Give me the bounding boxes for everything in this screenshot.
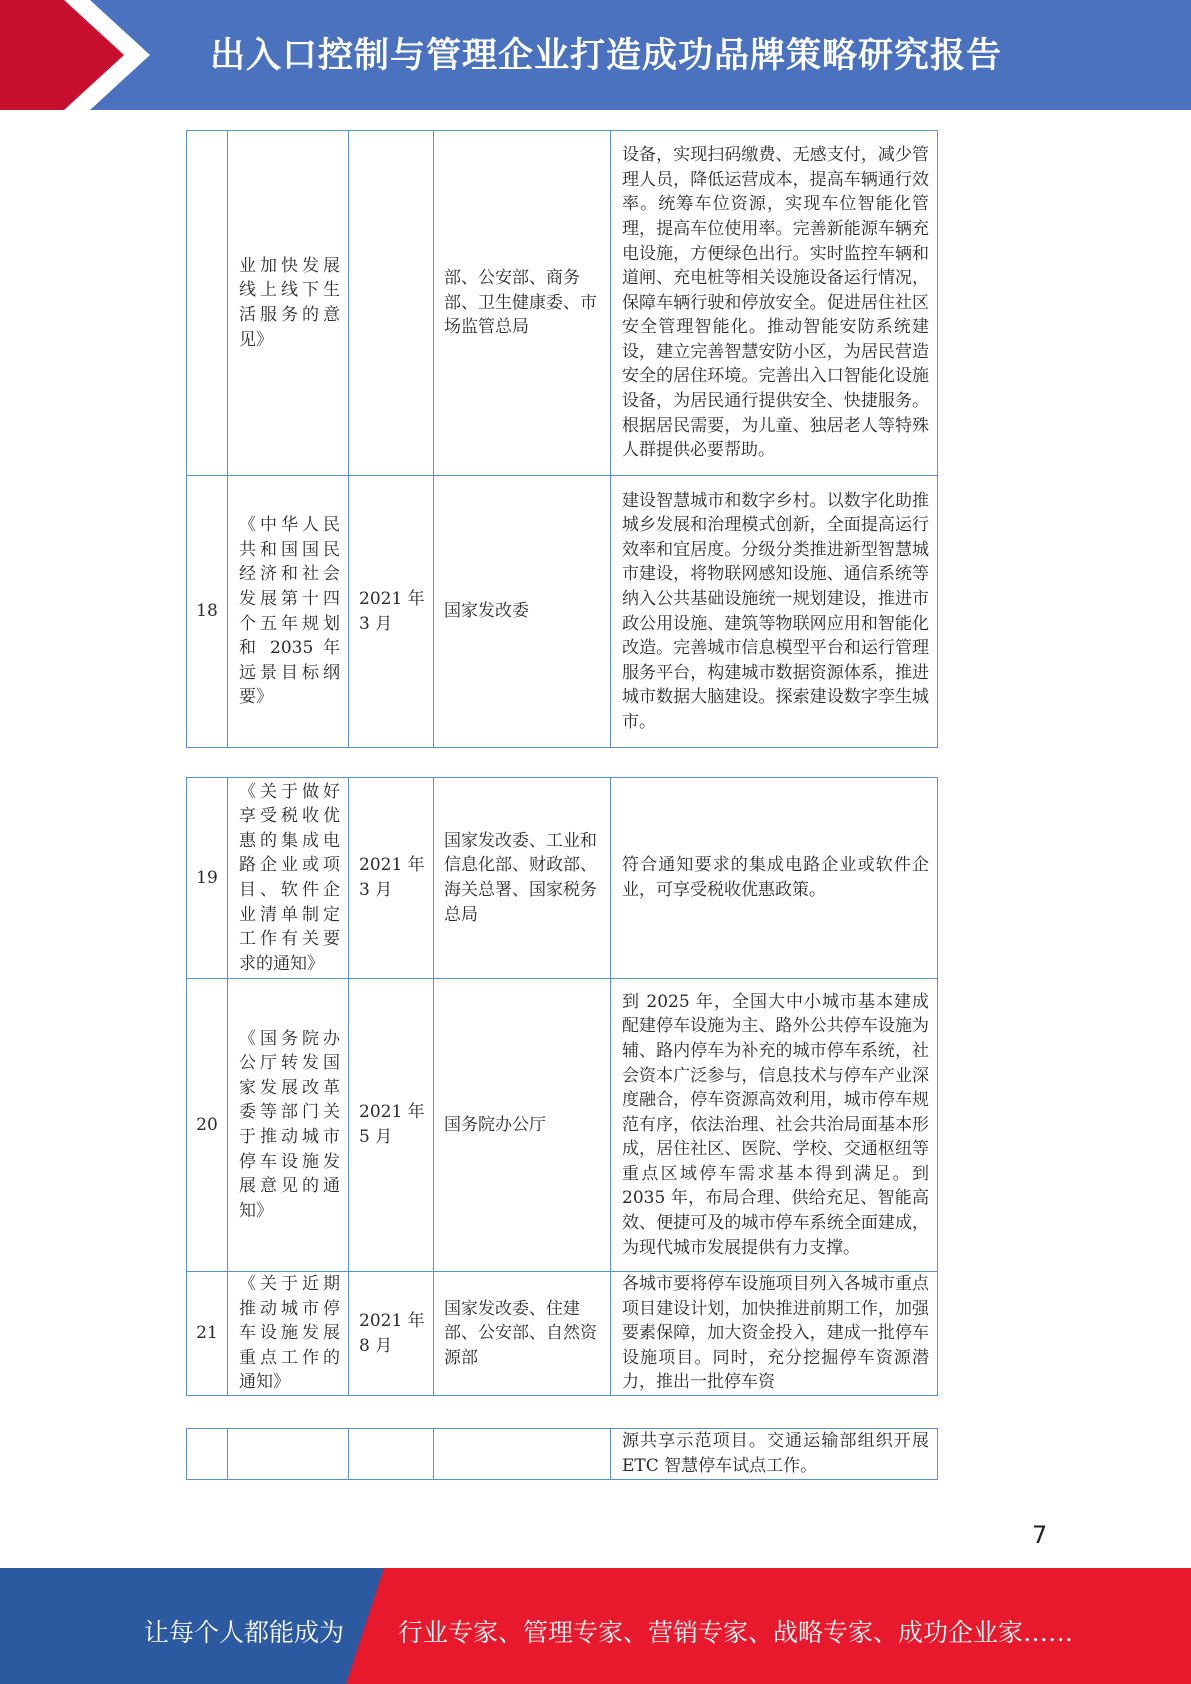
policy-department: 国家发改委、工业和信息化部、财政部、海关总署、国家税务总局 (444, 830, 597, 925)
table-row (187, 1429, 938, 1480)
table-row (187, 131, 938, 476)
row-number-cell: 21 (187, 1272, 228, 1396)
content-cell (611, 778, 938, 979)
page-footer (0, 1568, 1191, 1684)
footer-slogan-right: 行业专家、管理专家、营销专家、战略专家、成功企业家…… (398, 1618, 1074, 1647)
footer-slogan-left: 让每个人都能成为 (144, 1618, 345, 1647)
policy-department: 国务院办公厅 (444, 1114, 546, 1135)
policy-department: 国家发改委 (444, 601, 529, 622)
department-cell (434, 1429, 611, 1480)
policy-name-cell (228, 979, 349, 1272)
content-cell (611, 131, 938, 476)
date-cell (349, 476, 434, 748)
page-header (0, 0, 1191, 110)
policy-table-part-3 (186, 1428, 938, 1480)
policy-name: 业加快发展线上线下生活服务的意见》 (239, 255, 340, 350)
policy-name-cell (228, 1272, 349, 1396)
policy-table-part-1 (186, 130, 938, 748)
table-row (187, 476, 938, 748)
department-cell (434, 131, 611, 476)
policy-name: 《国务院办公厅转发国家发展改革委等部门关于推动城市停车设施发展意见的通知》 (239, 1028, 340, 1221)
policy-content: 符合通知要求的集成电路企业或软件企业，可享受税收优惠政策。 (622, 855, 929, 900)
policy-name-cell (228, 778, 349, 979)
policy-content: 源共享示范项目。交通运输部组织开展 ETC 智慧停车试点工作。 (622, 1431, 929, 1476)
table-row (187, 778, 938, 979)
policy-name-cell (228, 131, 349, 476)
row-number-cell: 18 (187, 476, 228, 748)
department-cell (434, 979, 611, 1272)
policy-name-cell (228, 476, 349, 748)
date-cell (349, 131, 434, 476)
date-cell (349, 778, 434, 979)
department-cell (434, 476, 611, 748)
content-cell (611, 979, 938, 1272)
policy-content: 建设智慧城市和数字乡村。以数字化助推城乡发展和治理模式创新，全面提高运行效率和宜居度。分级分类推进新型智慧城市建设，将物联网感知设施、通信系统等纳入公共基础设施统一规划建设，推进市政公用设施、建筑等物联网应用和智能化改造。完善城市信息模型平台和运行管理服务平台，构建城市数据资源体系，推进城市数据大脑建设。探索建设数字孪生城市。 (622, 490, 929, 732)
row-number-cell: 19 (187, 778, 228, 979)
content-cell (611, 476, 938, 748)
row-number-cell (187, 131, 228, 476)
page-number: 7 (1032, 1521, 1048, 1549)
policy-date: 2021 年 3 月 (359, 588, 425, 634)
content-cell (611, 1429, 938, 1480)
department-cell (434, 1272, 611, 1396)
policy-table-part-2 (186, 777, 938, 1396)
table-row (187, 1272, 938, 1396)
report-title: 出入口控制与管理企业打造成功品牌策略研究报告 (210, 36, 1003, 76)
table-row (187, 979, 938, 1272)
policy-content: 各城市要将停车设施项目列入各城市重点项目建设计划，加快推进前期工作，加强要素保障，加大资金投入，建成一批停车设施项目。同时，充分挖掘停车资源潜力，推出一批停车资 (622, 1274, 929, 1393)
row-number-cell (187, 1429, 228, 1480)
policy-name: 《关于近期推动城市停车设施发展重点工作的通知》 (239, 1274, 340, 1393)
policy-department: 国家发改委、住建部、公安部、自然资源部 (444, 1298, 597, 1368)
content-cell (611, 1272, 938, 1396)
policy-date: 2021 年 8 月 (359, 1310, 425, 1356)
policy-name-cell (228, 1429, 349, 1480)
policy-name: 《关于做好享受税收优惠的集成电路企业或项目、软件企业清单制定工作有关要求的通知》 (239, 781, 340, 974)
policy-date: 2021 年 5 月 (359, 1102, 425, 1147)
policy-content: 设备，实现扫码缴费、无感支付，减少管理人员，降低运营成本，提高车辆通行效率。统筹车位资源，实现车位智能化管理，提高车位使用率。完善新能源车辆充电设施，方便绿色出行。实时监控车辆和道闸、充电桩等相关设施设备运行情况，保障车辆行驶和停放安全。促进居住社区安全管理智能化。推动智能安防系统建设，建立完善智慧安防小区，为居民营造安全的居住环境。完善出入口智能化设施设备，为居民通行提供安全、快捷服务。根据居民需要，为儿童、独居老人等特殊人群提供必要帮助。 (622, 145, 929, 461)
policy-name: 《中华人民共和国国民经济和社会发展第十四个五年规划和 2035 年远景目标纲要》 (239, 515, 340, 708)
department-cell (434, 778, 611, 979)
header-red-arrow-decoration (0, 0, 150, 110)
row-number-cell: 20 (187, 979, 228, 1272)
policy-content: 到 2025 年，全国大中小城市基本建成配建停车设施为主、路外公共停车设施为辅、路内停车为补充的城市停车系统，社会资本广泛参与，信息技术与停车产业深度融合，停车资源高效利用，城市停车规范有序，依法治理、社会共治局面基本形成，居住社区、医院、学校、交通枢纽等重点区域停车需求基本得到满足。到 2035 年，布局合理、供给充足、智能高效、便捷可及的城市停车系统全面建成，为现代城市发展提供有力支撑。 (622, 991, 929, 1258)
date-cell (349, 979, 434, 1272)
date-cell (349, 1429, 434, 1480)
policy-date: 2021 年 3 月 (359, 855, 425, 900)
policy-department: 部、公安部、商务部、卫生健康委、市场监管总局 (444, 268, 597, 338)
date-cell (349, 1272, 434, 1396)
